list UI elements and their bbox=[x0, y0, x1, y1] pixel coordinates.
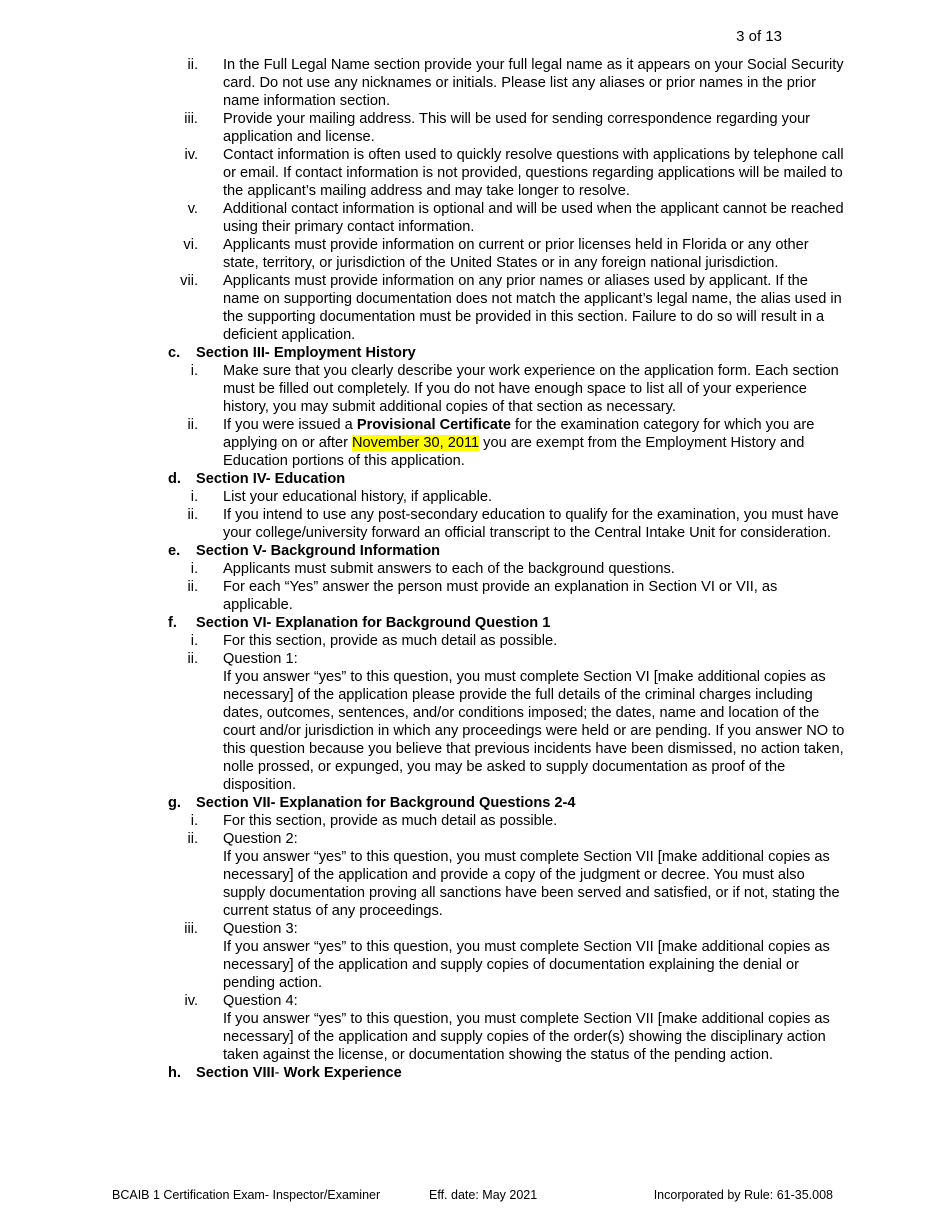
section-title: Section V- Background Information bbox=[196, 543, 441, 559]
item-number: ii. bbox=[187, 507, 198, 523]
question-text: If you answer “yes” to this question, you must complete Section VI [make additional copies as necessary] of the application please provide the full details of the criminal charges including dates, outcomes, sentences, and/or conditions imposed; the dates, name and location of the court and/or jurisdiction in which any proceedings were held or are pending. If you answer NO to this question because you believe that previous incidents have been dismissed, no action taken, nolle prossed, or expunged, you may be asked to supply documentation as proof of the disposition. bbox=[223, 669, 845, 793]
list-item bbox=[168, 632, 848, 650]
item-text: If you intend to use any post-secondary education to qualify for the examination, you must have your college/university forward an official transcript to the Central Intake Unit for consideration. bbox=[223, 507, 839, 541]
item-number: iv. bbox=[184, 993, 198, 1009]
section-title: Section VI- Explanation for Background Question 1 bbox=[196, 615, 551, 631]
item-number: iii. bbox=[184, 111, 198, 127]
footer-rule-reference: Incorporated by Rule: 61-35.008 bbox=[653, 1188, 833, 1202]
list-item bbox=[168, 416, 848, 470]
list-item bbox=[168, 110, 848, 146]
item-text: Additional contact information is optional and will be used when the applicant cannot be reached using their primary contact information. bbox=[223, 201, 844, 235]
section-title-part-a: Section VIII bbox=[196, 1065, 275, 1081]
section-title: Section IV- Education bbox=[196, 471, 346, 487]
list-item bbox=[168, 362, 848, 416]
item-number: i. bbox=[190, 489, 198, 505]
section-heading-question-1 bbox=[168, 614, 848, 632]
item-number: ii. bbox=[187, 57, 198, 73]
provisional-certificate-term: Provisional Certificate bbox=[356, 417, 511, 433]
footer-exam-title: BCAIB 1 Certification Exam- Inspector/Examiner bbox=[112, 1188, 381, 1202]
section-heading-questions-2-4 bbox=[168, 794, 848, 812]
item-number: ii. bbox=[187, 579, 198, 595]
item-number: ii. bbox=[187, 651, 198, 667]
question-text: If you answer “yes” to this question, you must complete Section VII [make additional copies as necessary] of the application and supply copies of the order(s) showing the disciplinary action taken against the license, or documentation showing the status of the pending action. bbox=[223, 1011, 830, 1063]
document-body bbox=[168, 56, 848, 1082]
question-label: Question 2: bbox=[223, 831, 298, 847]
item-text: For this section, provide as much detail as possible. bbox=[223, 633, 558, 649]
item-number: i. bbox=[190, 561, 198, 577]
item-text: List your educational history, if applicable. bbox=[223, 489, 493, 505]
item-text-pre: If you were issued a bbox=[223, 417, 357, 433]
section-letter: f. bbox=[168, 615, 177, 631]
list-item bbox=[168, 920, 848, 992]
item-number: ii. bbox=[187, 417, 198, 433]
item-number: vii. bbox=[180, 273, 198, 289]
section-letter: h. bbox=[168, 1065, 181, 1081]
section-title-part-b: Work Experience bbox=[279, 1065, 402, 1081]
section-letter: c. bbox=[168, 345, 181, 361]
question-label: Question 4: bbox=[223, 993, 298, 1009]
item-number: vi. bbox=[183, 237, 198, 253]
question-text: If you answer “yes” to this question, you must complete Section VII [make additional copies as necessary] of the application and supply copies of documentation explaining the denial or pending action. bbox=[223, 939, 830, 991]
page-number: 3 of 13 bbox=[736, 28, 782, 45]
item-text: Applicants must provide information on current or prior licenses held in Florida or any other state, territory, or jurisdiction of the United States or in any foreign national jurisdiction. bbox=[223, 237, 809, 271]
list-item bbox=[168, 488, 848, 506]
item-text: Make sure that you clearly describe your work experience on the application form. Each section must be filled out completely. If you do not have enough space to list all of your experience history, you may submit additional copies of that section as necessary. bbox=[223, 363, 839, 415]
list-item bbox=[168, 650, 848, 794]
list-item bbox=[168, 272, 848, 344]
section-heading-education bbox=[168, 470, 848, 488]
item-number: i. bbox=[190, 633, 198, 649]
item-text: Contact information is often used to quickly resolve questions with applications by telephone call or email. If contact information is not provided, questions regarding applications will be mailed to the applicant’s mailing address and may take longer to resolve. bbox=[223, 147, 844, 199]
item-text-post: you are exempt from the Employment History and Education portions of this application. bbox=[223, 435, 805, 469]
section-heading-background-information bbox=[168, 542, 848, 560]
list-item bbox=[168, 812, 848, 830]
item-text: For this section, provide as much detail as possible. bbox=[223, 813, 558, 829]
item-text: Applicants must provide information on any prior names or aliases used by applicant. If the name on supporting documentation does not match the applicant’s legal name, the alias used in the supporting documentation must be provided in this section. Failure to do so will result in a deficient application. bbox=[223, 273, 842, 343]
section-letter: d. bbox=[168, 471, 181, 487]
item-text: In the Full Legal Name section provide your full legal name as it appears on your Social Security card. Do not use any nicknames or initials. Please list any aliases or prior names in the prior name information section. bbox=[223, 57, 844, 109]
question-label: Question 1: bbox=[223, 651, 298, 667]
list-item bbox=[168, 56, 848, 110]
item-number: v. bbox=[187, 201, 198, 217]
item-number: i. bbox=[190, 363, 198, 379]
list-item bbox=[168, 830, 848, 920]
section-title: Section VII- Explanation for Background Questions 2-4 bbox=[196, 795, 576, 811]
list-item bbox=[168, 146, 848, 200]
section-title-separator: - bbox=[274, 1065, 280, 1081]
list-item bbox=[168, 560, 848, 578]
question-text: If you answer “yes” to this question, you must complete Section VII [make additional copies as necessary] of the application and provide a copy of the judgment or decree. You must also supply documentation proving all sanctions have been served and satisfied, or if not, stating the current status of any proceedings. bbox=[223, 849, 840, 919]
item-number: iii. bbox=[184, 921, 198, 937]
section-heading-work-experience bbox=[168, 1064, 848, 1082]
item-text: For each “Yes” answer the person must provide an explanation in Section VI or VII, as applicable. bbox=[223, 579, 778, 613]
list-item bbox=[168, 200, 848, 236]
section-letter: g. bbox=[168, 795, 181, 811]
list-item bbox=[168, 578, 848, 614]
item-text: Provide your mailing address. This will be used for sending correspondence regarding your application and license. bbox=[223, 111, 811, 145]
item-number: i. bbox=[190, 813, 198, 829]
item-number: iv. bbox=[184, 147, 198, 163]
highlighted-date: November 30, 2011 bbox=[352, 435, 480, 451]
item-number: ii. bbox=[187, 831, 198, 847]
section-letter: e. bbox=[168, 543, 181, 559]
item-text: Applicants must submit answers to each of the background questions. bbox=[223, 561, 675, 577]
question-label: Question 3: bbox=[223, 921, 298, 937]
section-heading-employment-history bbox=[168, 344, 848, 362]
list-item bbox=[168, 992, 848, 1064]
section-title: Section III- Employment History bbox=[196, 345, 416, 361]
list-item bbox=[168, 506, 848, 542]
list-item bbox=[168, 236, 848, 272]
footer-effective-date: Eff. date: May 2021 bbox=[429, 1188, 538, 1202]
item-text-mid: for the examination category for which you are applying on or after bbox=[223, 417, 815, 451]
